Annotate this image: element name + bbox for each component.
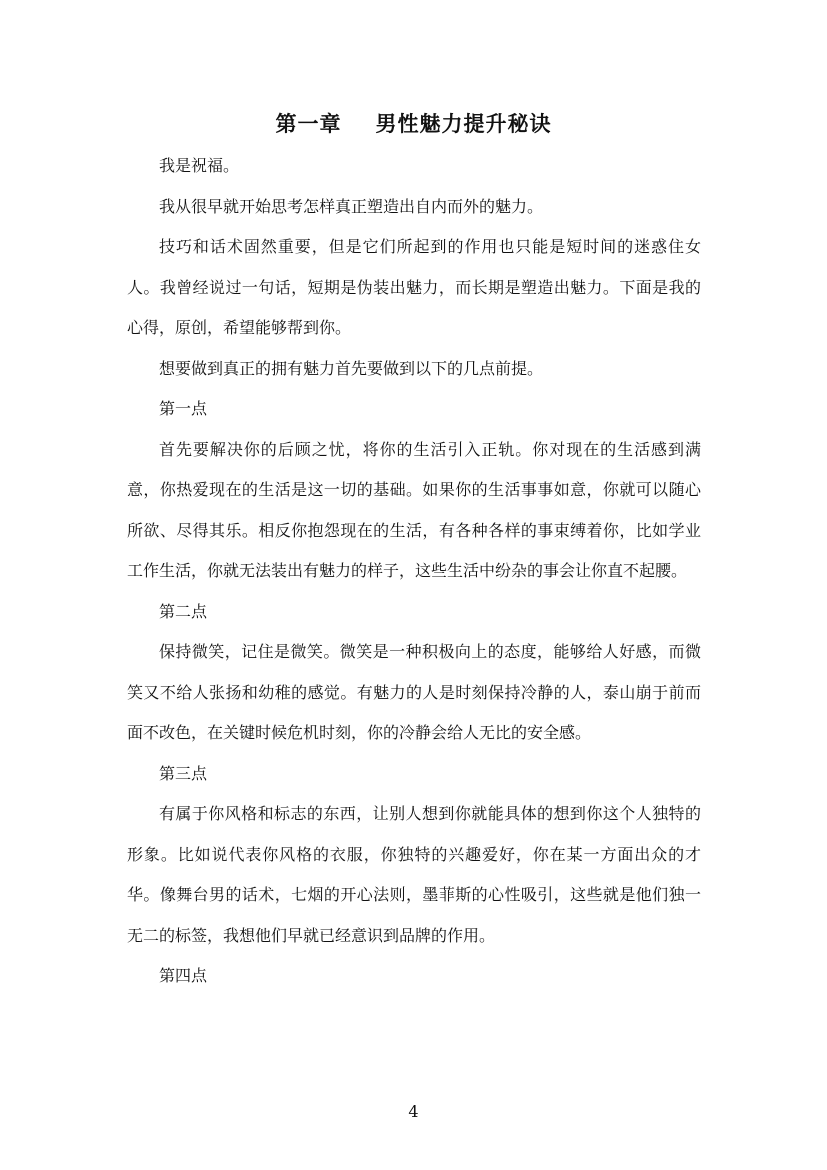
paragraph: 想要做到真正的拥有魅力首先要做到以下的几点前提。 [159,358,544,378]
chapter-title: 男性魅力提升秘诀 [375,112,552,136]
paragraph: 保持微笑，记住是微笑。微笑是一种积极向上的态度，能够给人好感，而微笑又不给人张扬和幼稚的感觉。有魅力的人是时刻保持冷静的人，泰山崩于前而面不改色，在关键时候危机时刻，你的冷静会给人无比的安全感。 [127,642,701,742]
page-number: 4 [408,1102,419,1121]
paragraph: 我从很早就开始思考怎样真正塑造出自内而外的魅力。 [159,196,544,216]
paragraph-intro: 我是祝福。 [159,156,240,175]
section-heading-point-4: 第四点 [159,966,208,985]
paragraph: 有属于你风格和标志的东西，让别人想到你就能具体的想到你这个人独特的形象。比如说代表你风格的衣服，你独特的兴趣爱好，你在某一方面出众的才华。像舞台男的话术，七烟的开心法则，墨菲斯的心性吸引，这些就是他们独一无二的标签，我想他们早就已经意识到品牌的作用。 [127,804,701,945]
chapter-body [127,146,701,997]
paragraph: 首先要解决你的后顾之忧，将你的生活引入正轨。你对现在的生活感到满意，你热爱现在的生活是这一切的基础。如果你的生活事事如意，你就可以随心所欲、尽得其乐。相反你抱怨现在的生活，有各种各样的事束缚着你，比如学业工作生活，你就无法装出有魅力的样子，这些生活中纷杂的事会让你直不起腰。 [127,439,701,580]
paragraph: 技巧和话术固然重要，但是它们所起到的作用也只能是短时间的迷惑住女人。我曾经说过一句话，短期是伪装出魅力，而长期是塑造出魅力。下面是我的心得，原创，希望能够帮到你。 [127,237,701,337]
section-heading-point-3: 第三点 [159,763,208,783]
section-heading-point-2: 第二点 [159,601,208,621]
chapter-number: 第一章 [275,112,342,136]
chapter-heading [0,108,827,138]
section-heading-point-1: 第一点 [159,399,208,418]
